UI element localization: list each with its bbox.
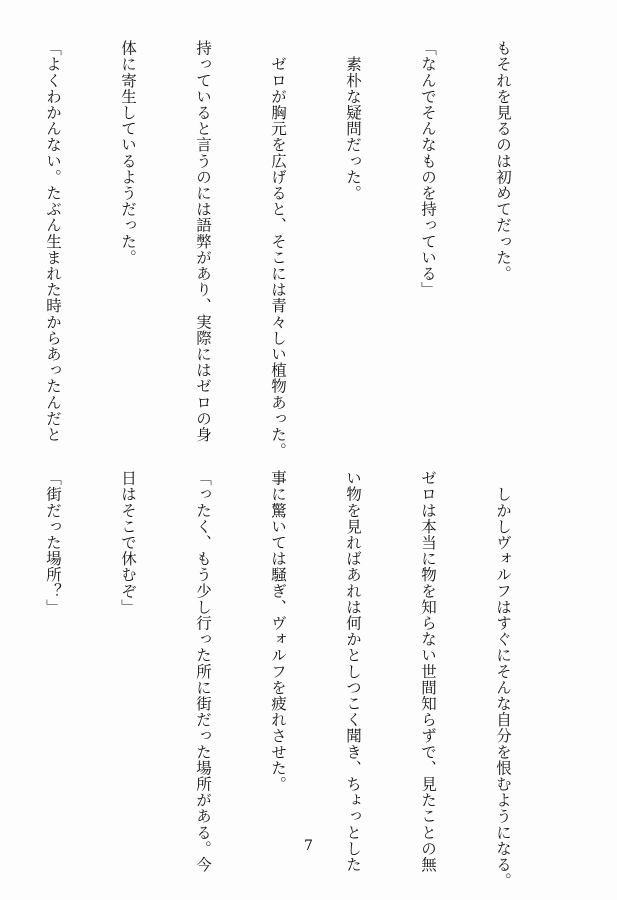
text-line: 「街だった場所？」: [44, 470, 62, 615]
text-line: 「ったく、もう少し行った所に街だった場所がある。今: [194, 470, 212, 873]
text-line: 事に驚いては騒ぎ、ヴォルフを疲れさせた。: [269, 470, 287, 792]
body-text-upper: [0, 40, 565, 459]
text-line: しかしヴォルフはすぐにそんな自分を恨むようになる。: [494, 470, 512, 889]
text-line: 持っていると言うのには語弊があり、実際にはゼロの身: [194, 40, 212, 443]
text-line: もそれを見るのは初めてだった。: [494, 40, 512, 282]
text-line: 体に寄生しているようだった。: [119, 40, 137, 266]
text-line: 「なんでそんなものを持っている」: [419, 40, 437, 298]
text-line: ゼロは本当に物を知らない世間知らずで、見たことの無: [419, 470, 437, 873]
text-line: い物を見ればあれは何かとしつこく聞き、ちょっとした: [344, 470, 362, 873]
body-text-lower: [0, 470, 565, 889]
page-number: 7: [304, 838, 313, 854]
text-line: 素朴な疑問だった。: [344, 40, 362, 201]
text-line: ゼロが胸元を広げると、そこには青々しい植物あった。: [269, 40, 287, 459]
text-line: 「よくわかんない。たぶん生まれた時からあったんだと: [44, 40, 62, 443]
text-line: 日はそこで休むぞ」: [119, 470, 137, 615]
